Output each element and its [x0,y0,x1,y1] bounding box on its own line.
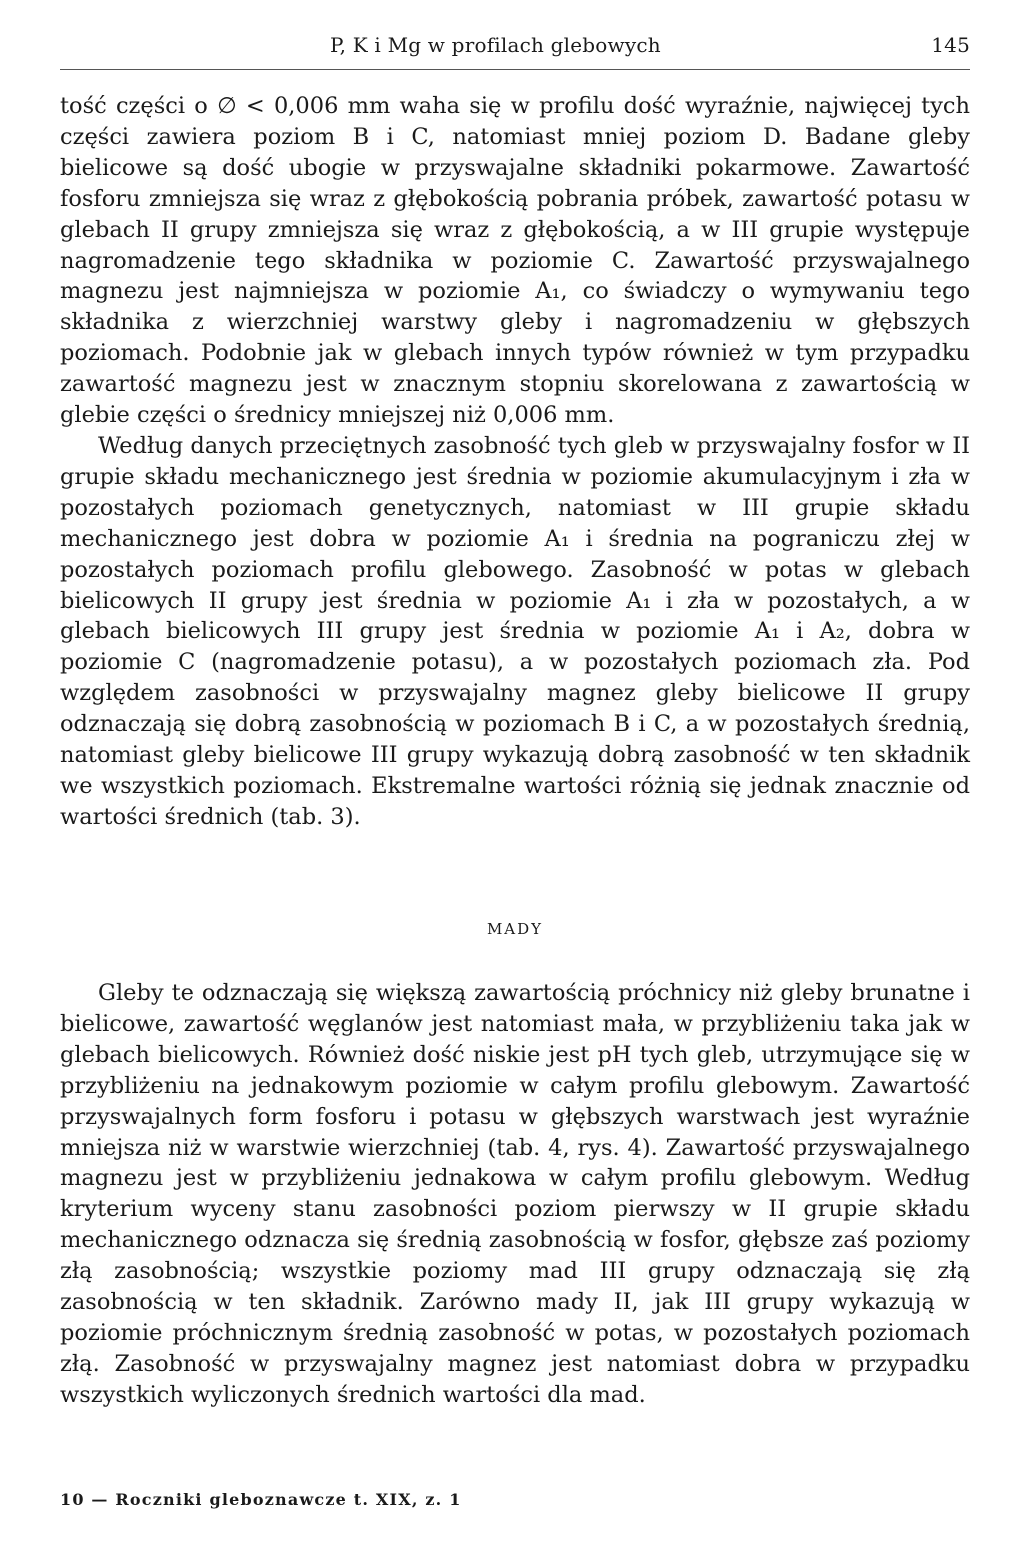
running-title: P, K i Mg w profilach glebowych [330,33,661,57]
body-text-top [60,91,970,833]
header-rule [60,69,970,70]
paragraph-mady: Gleby te odznaczają się większą zawartością próchnicy niż gleby brunatne i bielicowe, zawartość węglanów jest natomiast mała, w przybliżeniu taka jak w glebach bielicowych. Również dość niskie jest pH tych gleb, utrzymujące się w przybliżeniu na jednakowym poziomie w całym profilu glebowym. Zawartość przyswajalnych form fosforu i potasu w głębszych warstwach jest wyraźnie mniejsza niż w warstwie wierzchniej (tab. 4, rys. 4). Zawartość przyswajalnego magnezu jest w przybliżeniu jednakowa w całym profilu glebowym. Według kryterium wyceny stanu zasobności poziom pierwszy w II grupie składu mechanicznego odznacza się średnią zasobnością w fosfor, głębsze zaś poziomy złą zasobnością; wszystkie poziomy mad III grupy odznaczają się złą zasobnością w ten składnik. Zarówno mady II, jak III grupy wykazują w poziomie próchnicznym średnią zasobność w potas, w pozostałych poziomach złą. Zasobność w przyswajalny magnez jest natomiast dobra w przypadku wszystkich wyliczonych średnich wartości dla mad. [60,980,970,1408]
page-number: 145 [931,33,970,57]
document-page [60,0,970,1544]
footer-signature: 10 — Roczniki gleboznawcze t. XIX, z. 1 [60,1490,462,1509]
paragraph-continued: tość części o ∅ < 0,006 mm waha się w profilu dość wyraźnie, najwięcej tych części zawiera poziom B i C, natomiast mniej poziom D. Badane gleby bielicowe są dość ubogie w przyswajalne składniki pokarmowe. Zawartość fosforu zmniejsza się wraz z głębokością pobrania próbek, zawartość potasu w glebach II grupy zmniejsza się wraz z głębokością, a w III grupie występuje nagromadzenie tego składnika w poziomie C. Zawartość przyswajalnego magnezu jest najmniejsza w poziomie A₁, co świadczy o wymywaniu tego składnika z wierzchniej warstwy gleby i nagromadzeniu w głębszych poziomach. Podobnie jak w glebach innych typów również w tym przypadku zawartość magnezu jest w znacznym stopniu skorelowana z zawartością w glebie części o średnicy mniejszej niż 0,006 mm. [60,93,970,429]
running-head [60,33,970,61]
paragraph-nutrient-availability: Według danych przeciętnych zasobność tych gleb w przyswajalny fosfor w II grupie składu mechanicznego jest średnia w poziomie akumulacyjnym i zła w pozostałych poziomach genetycznych, natomiast w III grupie składu mechanicznego jest dobra w poziomie A₁ i średnia na pograniczu złej w pozostałych poziomach profilu glebowego. Zasobność w potas w glebach bielicowych II grupy jest średnia w poziomie A₁ i zła w pozostałych, a w glebach bielicowych III grupy jest średnia w poziomie A₁ i A₂, dobra w poziomie C (nagromadzenie potasu), a w pozostałych poziomach zła. Pod względem zasobności w przyswajalny magnez gleby bielicowe II grupy odznaczają się dobrą zasobnością w poziomach B i C, a w pozostałych średnią, natomiast gleby bielicowe III grupy wykazują dobrą zasobność w ten składnik we wszystkich poziomach. Ekstremalne wartości różnią się jednak znacznie od wartości średnich (tab. 3). [60,432,970,830]
section-heading: MADY [486,920,544,938]
body-text-mady [60,978,970,1411]
